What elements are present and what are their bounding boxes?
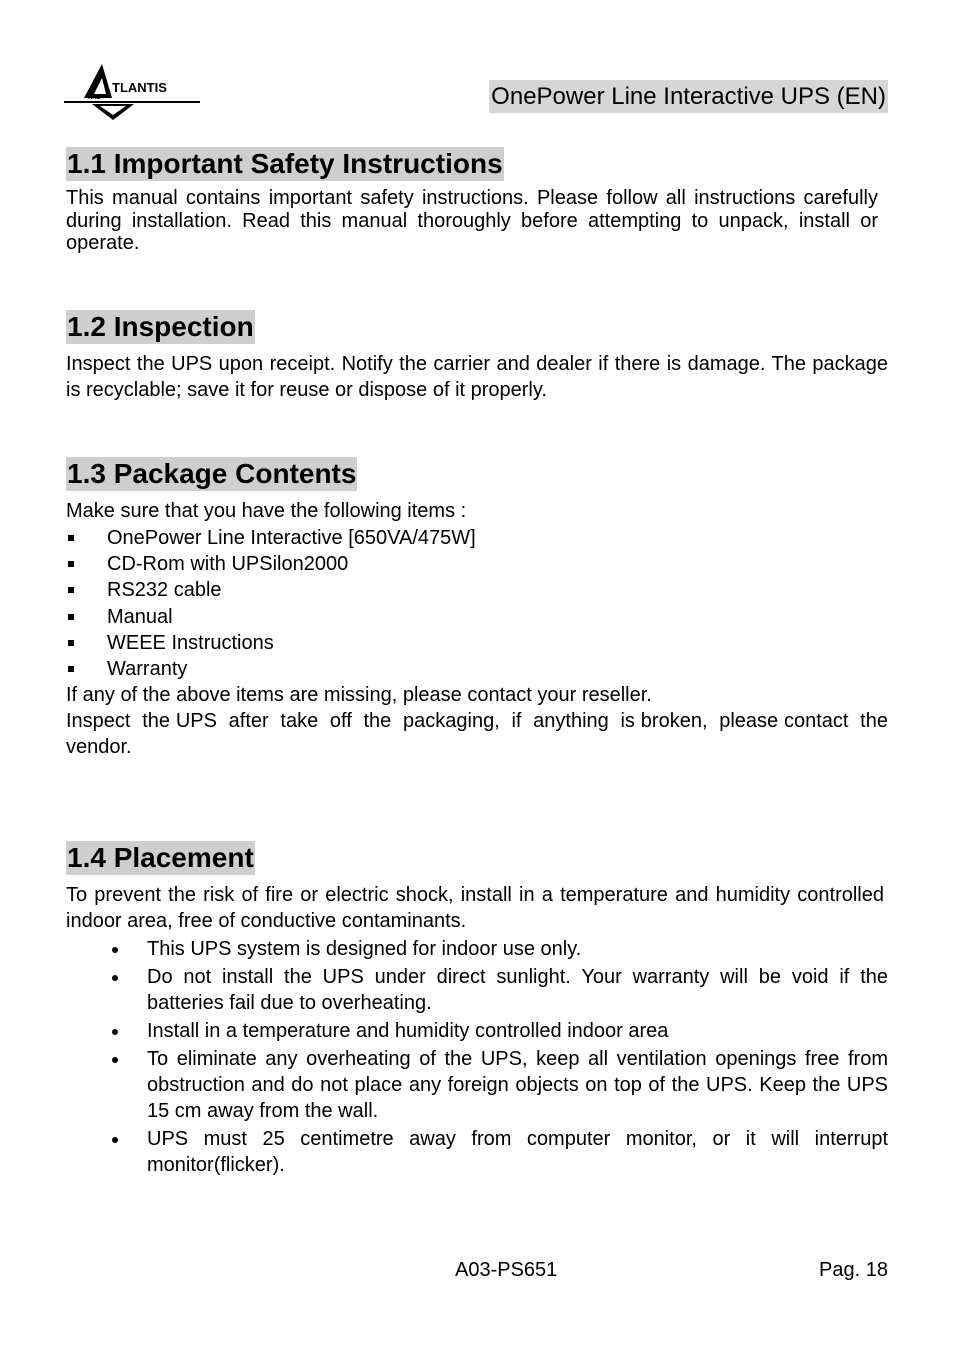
package-inspect-text: Inspect the UPS after take off the packaging, if anything is broken, please contact the vendor. — [66, 710, 905, 758]
list-item: Do not install the UPS under direct sunlight. Your warranty will be void if the batteries fail due to overheating. — [107, 964, 888, 1016]
atlantis-logo — [62, 60, 202, 124]
round-bullet-icon — [112, 975, 118, 981]
package-intro: Make sure that you have the following items : — [66, 500, 467, 522]
inspection-text: Inspect the UPS upon receipt. Notify the carrier and dealer if there is damage. The package is recyclable; save it for reuse or dispose of it properly. — [66, 353, 888, 401]
logo-text: TLANTIS — [112, 80, 167, 95]
list-item: CD-Rom with UPSilon2000 — [66, 551, 888, 577]
heading-package: 1.3 Package Contents — [67, 458, 357, 489]
safety-text: This manual contains important safety instructions. Please follow all instructions carefully during installation. Read this manual thoroughly before attempting to unpack, install or operate. — [66, 187, 878, 254]
placement-intro: To prevent the risk of fire or electric shock, install in a temperature and humidity controlled indoor area, free of conductive contaminants. — [66, 884, 884, 932]
list-item: WEEE Instructions — [66, 630, 888, 656]
heading-safety: 1.1 Important Safety Instructions — [67, 148, 503, 179]
square-bullet-icon — [68, 614, 74, 620]
list-item: To eliminate any overheating of the UPS, keep all ventilation openings free from obstruction and do not place any foreign objects on top of the UPS. Keep the UPS 15 cm away from the wall. — [107, 1046, 888, 1124]
logo-subtext: AND — [88, 95, 101, 101]
placement-items-list — [107, 936, 888, 1180]
package-items-list — [66, 525, 888, 682]
package-missing-text: If any of the above items are missing, please contact your reseller. — [66, 684, 652, 706]
round-bullet-icon — [112, 947, 118, 953]
round-bullet-icon — [112, 1029, 118, 1035]
logo-graphic — [62, 60, 202, 124]
page-number: Pag. 18 — [819, 1259, 888, 1281]
round-bullet-icon — [112, 1137, 118, 1143]
list-item: OnePower Line Interactive [650VA/475W] — [66, 525, 888, 551]
square-bullet-icon — [68, 535, 74, 541]
list-item: This UPS system is designed for indoor use only. — [107, 936, 888, 962]
list-item: UPS must 25 centimetre away from computer monitor, or it will interrupt monitor(flicker). — [107, 1126, 888, 1178]
document-title: OnePower Line Interactive UPS (EN) — [489, 80, 888, 113]
list-item: RS232 cable — [66, 577, 888, 603]
list-item: Warranty — [66, 656, 888, 682]
round-bullet-icon — [112, 1057, 118, 1063]
heading-placement: 1.4 Placement — [67, 842, 254, 873]
square-bullet-icon — [68, 587, 74, 593]
square-bullet-icon — [68, 561, 74, 567]
document-code: A03-PS651 — [455, 1259, 558, 1281]
square-bullet-icon — [68, 640, 74, 646]
list-item: Install in a temperature and humidity controlled indoor area — [107, 1018, 888, 1044]
list-item: Manual — [66, 604, 888, 630]
square-bullet-icon — [68, 666, 74, 672]
heading-inspection: 1.2 Inspection — [67, 311, 254, 342]
